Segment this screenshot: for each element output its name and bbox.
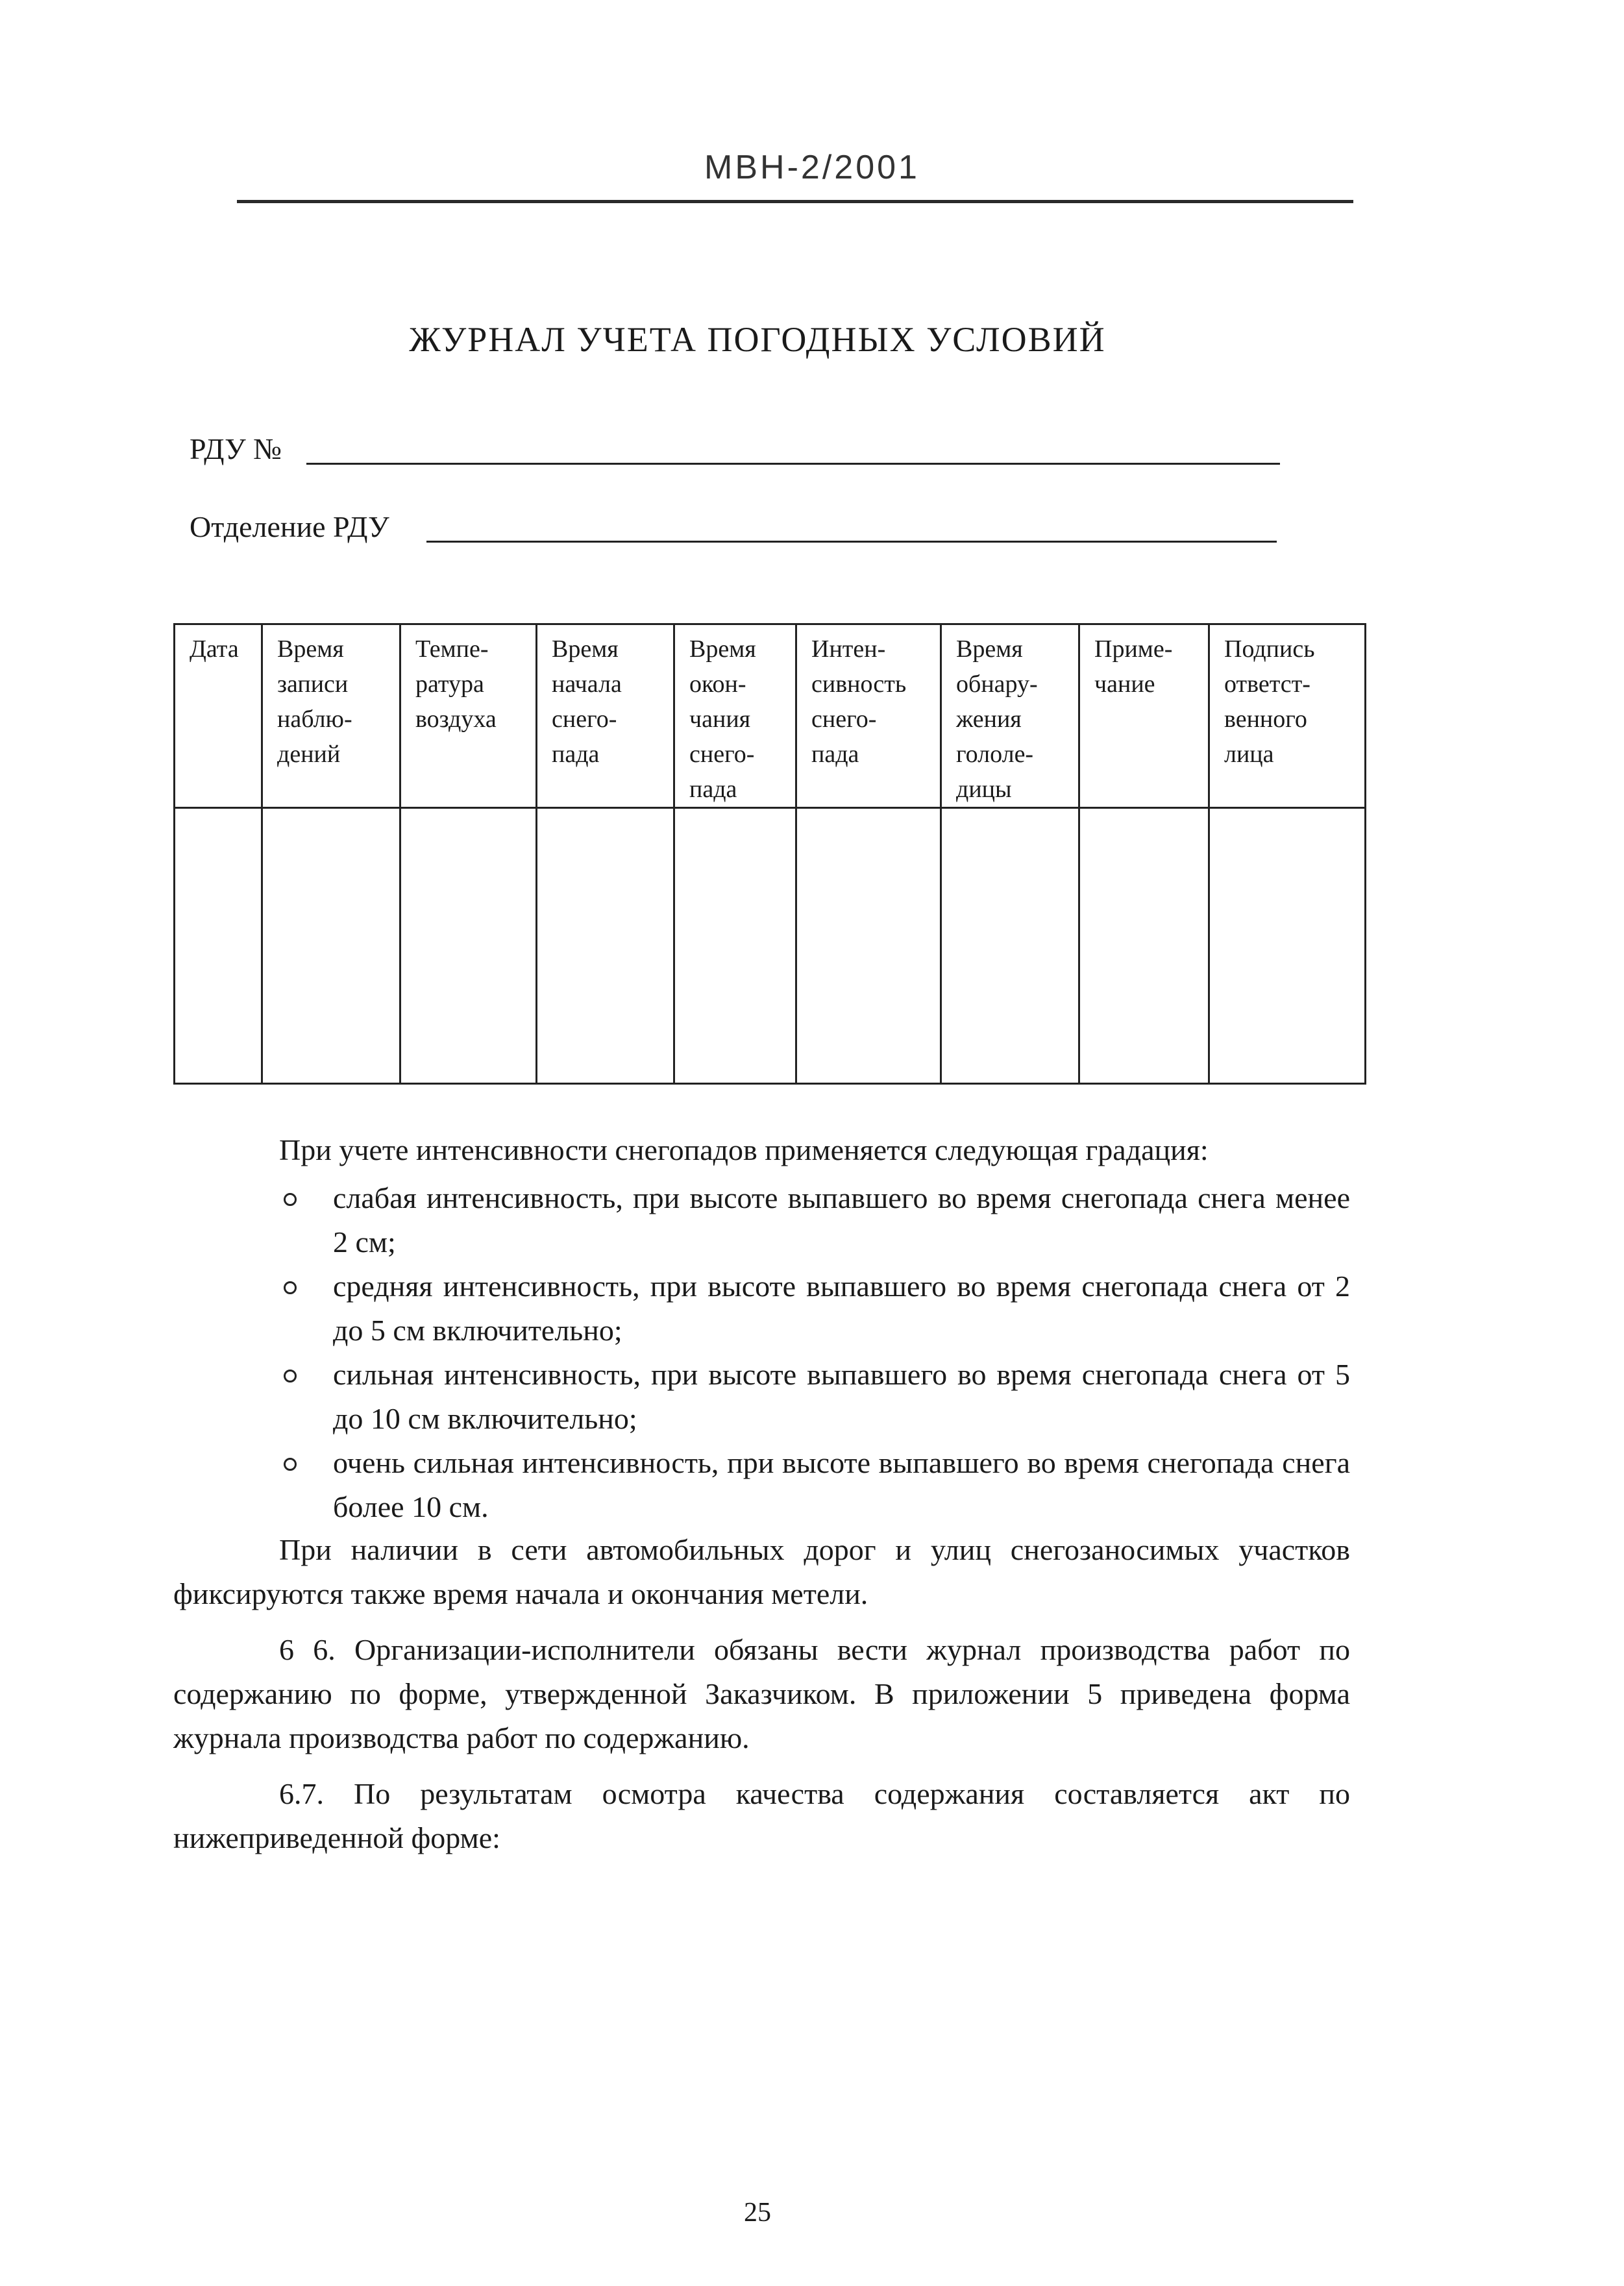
paragraph-6-6: 6 6. Организации-исполнители обязаны вести журнал производства работ по содержанию по форме, утвержденной Заказчиком. В приложении 5 приведена форма журнала производства работ по содержанию. (173, 1633, 1350, 1754)
intensity-intro: При учете интенсивности снегопадов применяется следующая градация: (279, 1133, 1209, 1166)
page-number: 25 (744, 2198, 771, 2228)
rdu-number-label: РДУ № (190, 432, 282, 465)
paragraph-6-7: 6.7. По результатам осмотра качества содержания составляется акт по нижеприведенной форме: (173, 1777, 1350, 1854)
journal-title: ЖУРНАЛ УЧЕТА ПОГОДНЫХ УСЛОВИЙ (409, 320, 1106, 359)
list-item (263, 1176, 1350, 1264)
col-ice-detection-time: Время обнару- жения гололе- дицы (941, 624, 1079, 808)
list-item (263, 1353, 1350, 1441)
col-snowfall-intensity: Интен- сивность снего- пада (796, 624, 941, 808)
rdu-branch-blank-line (426, 541, 1277, 543)
col-air-temperature: Темпе- ратура воздуха (400, 624, 537, 808)
table-row (175, 808, 1366, 1084)
rdu-number-field (190, 432, 282, 466)
col-snowfall-start: Время начала снего- пада (537, 624, 674, 808)
document-code-header: МВН-2/2001 (704, 149, 920, 186)
intensity-list (263, 1176, 1350, 1529)
col-note: Приме- чание (1079, 624, 1209, 808)
list-item-text: слабая интенсивность, при высоте выпавшего во время снегопада снега менее 2 см; (333, 1181, 1350, 1259)
bullet-icon (284, 1281, 297, 1294)
rdu-number-blank-line (306, 463, 1280, 465)
paragraph-blizzard: При наличии в сети автомобильных дорог и улиц снегозаносимых участков фиксируются также время начала и окончания метели. (173, 1533, 1350, 1610)
rdu-branch-label: Отделение РДУ (190, 510, 389, 543)
table-cell (400, 808, 537, 1084)
bullet-icon (284, 1458, 297, 1471)
list-item-text: очень сильная интенсивность, при высоте выпавшего во время снегопада снега более 10 см. (333, 1446, 1350, 1523)
table-cell (262, 808, 400, 1084)
table-cell (537, 808, 674, 1084)
list-item-text: средняя интенсивность, при высоте выпавшего во время снегопада снега от 2 до 5 см включительно; (333, 1270, 1350, 1347)
bullet-icon (284, 1370, 297, 1383)
col-date: Дата (175, 624, 262, 808)
table-cell (1209, 808, 1366, 1084)
header-rule (237, 200, 1353, 203)
rdu-branch-field (190, 510, 389, 544)
col-record-time: Время записи наблю- дений (262, 624, 400, 808)
table-header-row (175, 624, 1366, 808)
col-signature: Подпись ответст- венного лица (1209, 624, 1366, 808)
table-cell (1079, 808, 1209, 1084)
col-snowfall-end: Время окон- чания снего- пада (674, 624, 796, 808)
bullet-icon (284, 1193, 297, 1206)
table-cell (674, 808, 796, 1084)
table-cell (941, 808, 1079, 1084)
weather-log-table (173, 623, 1366, 1085)
list-item (263, 1264, 1350, 1353)
list-item-text: сильная интенсивность, при высоте выпавшего во время снегопада снега от 5 до 10 см включительно; (333, 1358, 1350, 1435)
table-cell (175, 808, 262, 1084)
list-item (263, 1441, 1350, 1529)
table-cell (796, 808, 941, 1084)
